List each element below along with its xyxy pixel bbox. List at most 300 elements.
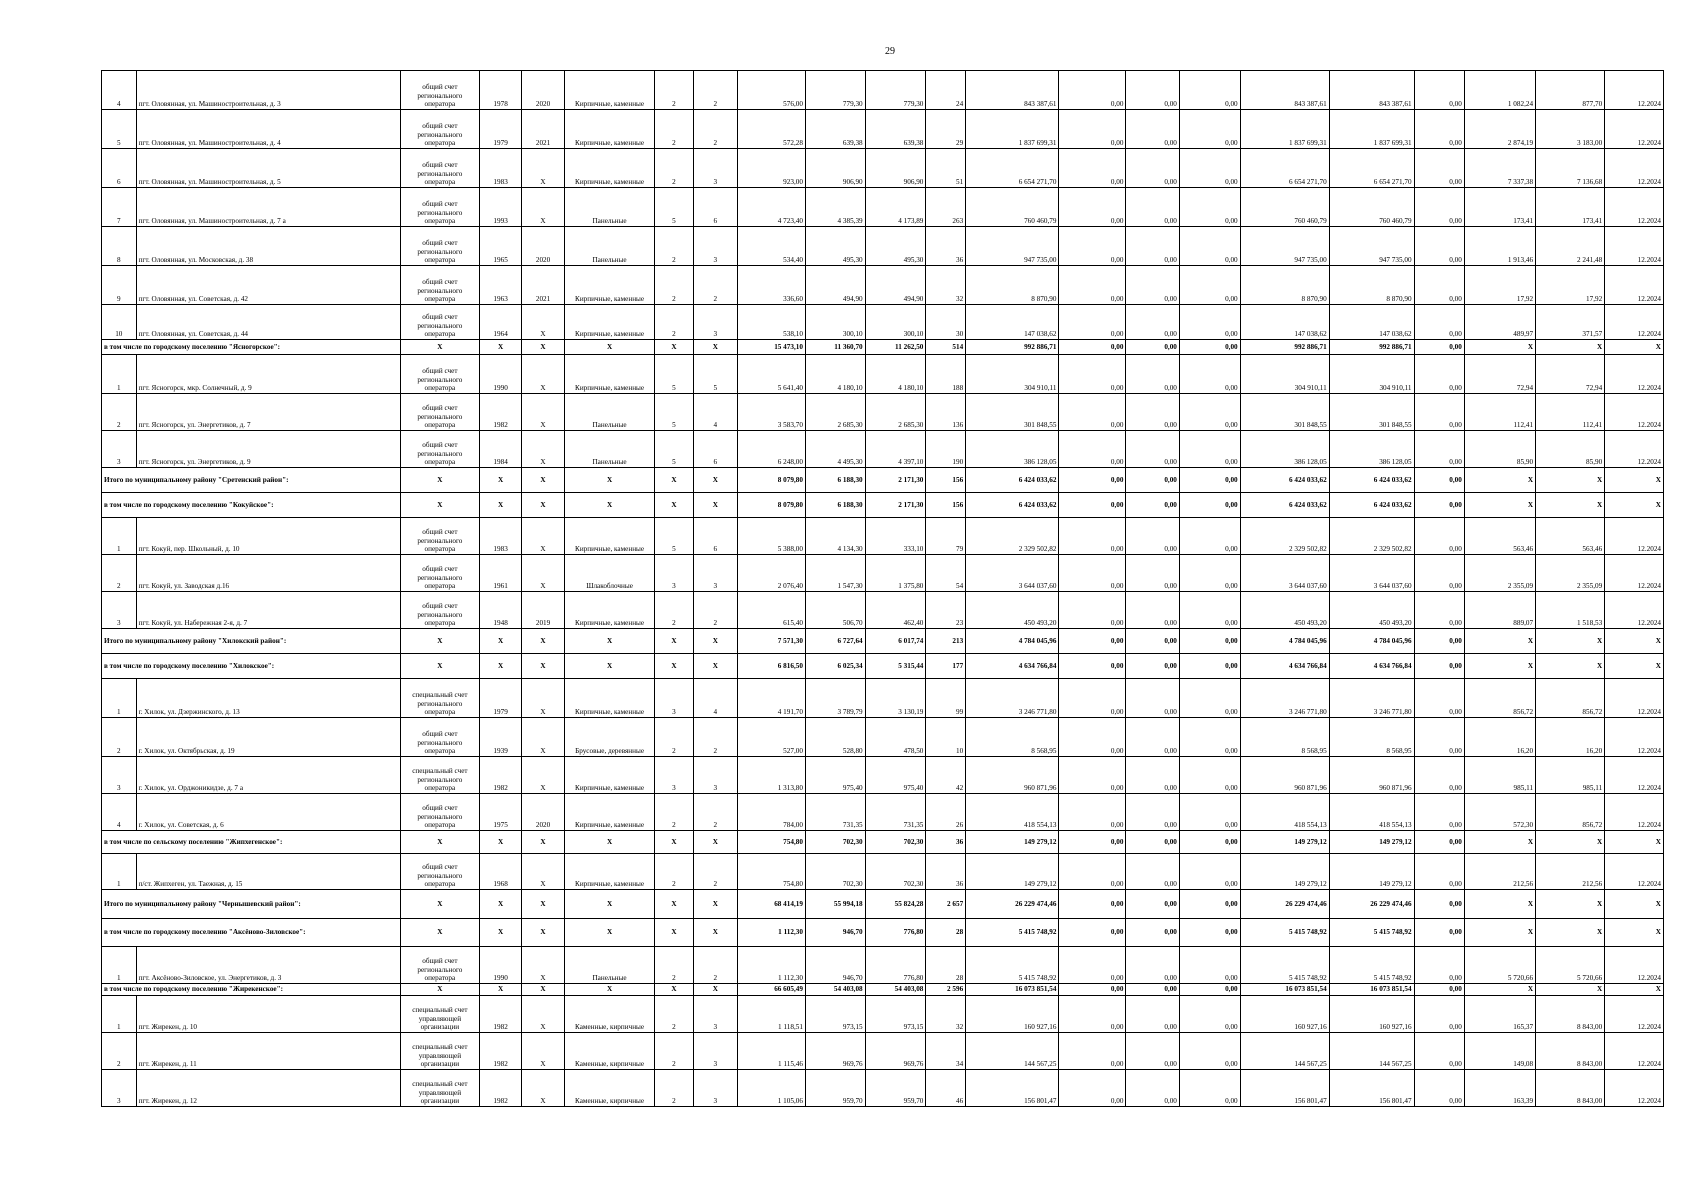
table-cell: 3 <box>102 431 137 468</box>
table-cell: 3 583,70 <box>737 394 805 431</box>
table-cell: 12.2024 <box>1605 854 1664 890</box>
table-cell: 333,10 <box>865 518 926 555</box>
table-cell: специальный счет регионального оператора <box>400 679 480 718</box>
table-cell: 450 493,20 <box>966 592 1059 629</box>
table-cell: 0,00 <box>1126 592 1179 629</box>
table-cell: 26 229 474,46 <box>1240 890 1329 919</box>
table-cell: 144 567,25 <box>1240 1033 1329 1070</box>
table-cell: общий счет регионального оператора <box>400 266 480 305</box>
table-cell: 2 <box>655 305 694 340</box>
table-cell: 12.2024 <box>1605 305 1664 340</box>
table-cell: 462,40 <box>865 592 926 629</box>
table-cell: 0,00 <box>1059 355 1126 394</box>
table-cell: X <box>655 984 694 996</box>
table-cell: 36 <box>926 831 966 854</box>
table-cell: общий счет регионального оператора <box>400 794 480 831</box>
table-cell: Кирпичные, каменные <box>565 110 655 149</box>
address-cell: пгт. Ясногорск, мкр. Солнечный, д. 9 <box>136 355 400 394</box>
table-cell: 30 <box>926 305 966 340</box>
address-cell: г. Хилок, ул. Советская, д. 6 <box>136 794 400 831</box>
table-cell: 2 355,09 <box>1464 555 1535 592</box>
table-cell: X <box>400 468 480 493</box>
table-cell: общий счет регионального оператора <box>400 555 480 592</box>
table-cell: 0,00 <box>1414 718 1464 757</box>
subtotal-row <box>102 831 1664 854</box>
table-cell: 304 910,11 <box>1240 355 1329 394</box>
table-cell: 6 424 033,62 <box>1240 493 1329 518</box>
table-cell: 3 <box>102 757 137 794</box>
table-cell: 969,76 <box>865 1033 926 1070</box>
table-cell: 495,30 <box>865 227 926 266</box>
table-cell: 149 279,12 <box>1329 854 1414 890</box>
table-cell: 1 115,46 <box>737 1033 805 1070</box>
table-cell: 301 848,55 <box>1240 394 1329 431</box>
table-cell: 0,00 <box>1059 493 1126 518</box>
table-cell: 0,00 <box>1179 555 1240 592</box>
table-row <box>102 71 1664 110</box>
table-cell: X <box>522 431 565 468</box>
address-cell: пгт. Ясногорск, ул. Энергетиков, д. 9 <box>136 431 400 468</box>
table-cell: 2 596 <box>926 984 966 996</box>
table-cell: 0,00 <box>1179 629 1240 654</box>
table-cell: 149 279,12 <box>966 831 1059 854</box>
table-cell: 11 262,50 <box>865 340 926 355</box>
table-cell: 3 <box>693 757 737 794</box>
table-cell: 3 <box>102 1070 137 1107</box>
table-cell: 16 073 851,54 <box>1329 984 1414 996</box>
table-cell: 55 824,28 <box>865 890 926 919</box>
table-cell: 2 <box>693 71 737 110</box>
table-cell: 3 <box>693 1033 737 1070</box>
table-cell: 4 <box>102 71 137 110</box>
table-cell: 1939 <box>480 718 522 757</box>
address-cell: пгт. Оловянная, ул. Машиностроительная, д. 3 <box>136 71 400 110</box>
table-cell: 4 385,39 <box>805 188 865 227</box>
table-cell: 149 279,12 <box>1240 831 1329 854</box>
table-cell: 1993 <box>480 188 522 227</box>
table-cell: X <box>400 919 480 947</box>
table-cell: X <box>1464 890 1535 919</box>
table-cell: 6 654 271,70 <box>966 149 1059 188</box>
table-cell: 12.2024 <box>1605 110 1664 149</box>
table-cell: 190 <box>926 431 966 468</box>
table-cell: 8 843,00 <box>1536 1070 1605 1107</box>
table-cell: 301 848,55 <box>1329 394 1414 431</box>
table-cell: X <box>522 340 565 355</box>
subtotal-label: Итого по муниципальному району "Чернышевский район": <box>102 890 401 919</box>
table-cell: 960 871,96 <box>966 757 1059 794</box>
table-cell: 0,00 <box>1179 831 1240 854</box>
table-cell: 0,00 <box>1059 340 1126 355</box>
table-cell: X <box>480 468 522 493</box>
table-cell: 1990 <box>480 947 522 984</box>
table-cell: X <box>480 984 522 996</box>
table-cell: 2 <box>655 996 694 1033</box>
table-cell: X <box>1536 831 1605 854</box>
table-cell: 985,11 <box>1464 757 1535 794</box>
table-cell: 72,94 <box>1536 355 1605 394</box>
table-cell: 12.2024 <box>1605 757 1664 794</box>
table-cell: X <box>1536 493 1605 518</box>
table-cell: X <box>522 919 565 947</box>
table-cell: X <box>522 854 565 890</box>
table-cell: 1 <box>102 679 137 718</box>
table-cell: 54 <box>926 555 966 592</box>
table-cell: 2019 <box>522 592 565 629</box>
address-cell: г. Хилок, ул. Октябрьская, д. 19 <box>136 718 400 757</box>
table-cell: 9 <box>102 266 137 305</box>
table-cell: 28 <box>926 919 966 947</box>
table-cell: 32 <box>926 996 966 1033</box>
table-cell: 776,80 <box>865 919 926 947</box>
table-cell: X <box>1605 890 1664 919</box>
table-cell: X <box>1605 831 1664 854</box>
table-cell: X <box>400 340 480 355</box>
table-cell: 5 <box>102 110 137 149</box>
table-cell: Каменные, кирпичные <box>565 1033 655 1070</box>
table-cell: 4 634 766,84 <box>1329 654 1414 679</box>
table-cell: 975,40 <box>865 757 926 794</box>
table-cell: 8 843,00 <box>1536 1033 1605 1070</box>
table-cell: 1 375,80 <box>865 555 926 592</box>
table-cell: 16,20 <box>1464 718 1535 757</box>
table-cell: 6 424 033,62 <box>966 468 1059 493</box>
table-cell: 0,00 <box>1059 431 1126 468</box>
table-cell: 992 886,71 <box>966 340 1059 355</box>
table-cell: общий счет регионального оператора <box>400 518 480 555</box>
table-cell: 177 <box>926 654 966 679</box>
table-cell: 4 495,30 <box>805 431 865 468</box>
table-cell: 144 567,25 <box>966 1033 1059 1070</box>
table-cell: Кирпичные, каменные <box>565 149 655 188</box>
table-cell: 960 871,96 <box>1329 757 1414 794</box>
table-cell: X <box>693 919 737 947</box>
table-cell: 8 079,80 <box>737 468 805 493</box>
table-cell: 985,11 <box>1536 757 1605 794</box>
table-cell: 17,92 <box>1536 266 1605 305</box>
table-cell: X <box>655 468 694 493</box>
table-cell: 1 <box>102 854 137 890</box>
table-cell: 6 424 033,62 <box>1329 468 1414 493</box>
table-cell: 0,00 <box>1059 555 1126 592</box>
table-cell: 3 <box>102 592 137 629</box>
table-cell: 1964 <box>480 305 522 340</box>
table-row <box>102 110 1664 149</box>
table-cell: 0,00 <box>1179 996 1240 1033</box>
table-cell: 0,00 <box>1059 947 1126 984</box>
table-cell: X <box>480 890 522 919</box>
table-cell: 760 460,79 <box>966 188 1059 227</box>
table-cell: 0,00 <box>1059 1070 1126 1107</box>
table-cell: 3 183,00 <box>1536 110 1605 149</box>
table-cell: 906,90 <box>865 149 926 188</box>
table-cell: X <box>522 1070 565 1107</box>
table-cell: 3 130,19 <box>865 679 926 718</box>
table-cell: Каменные, кирпичные <box>565 1070 655 1107</box>
table-cell: 8 <box>102 227 137 266</box>
table-cell: X <box>1605 654 1664 679</box>
table-cell: 754,80 <box>737 831 805 854</box>
table-cell: 5 <box>655 188 694 227</box>
table-cell: 6 188,30 <box>805 493 865 518</box>
table-cell: Панельные <box>565 227 655 266</box>
table-cell: общий счет регионального оператора <box>400 394 480 431</box>
table-cell: 1982 <box>480 757 522 794</box>
table-cell: X <box>655 831 694 854</box>
table-cell: 0,00 <box>1126 394 1179 431</box>
table-cell: 2 <box>655 592 694 629</box>
table-cell: 2 <box>693 794 737 831</box>
table-cell: 66 605,49 <box>737 984 805 996</box>
table-cell: X <box>693 629 737 654</box>
table-cell: X <box>565 654 655 679</box>
table-cell: X <box>565 468 655 493</box>
table-cell: 0,00 <box>1059 718 1126 757</box>
address-cell: пгт. Кокуй, ул. Заводская д.16 <box>136 555 400 592</box>
table-cell: X <box>480 493 522 518</box>
table-cell: 0,00 <box>1179 1033 1240 1070</box>
table-cell: 6 <box>693 431 737 468</box>
table-cell: 0,00 <box>1126 718 1179 757</box>
table-cell: 1 518,53 <box>1536 592 1605 629</box>
table-cell: 85,90 <box>1536 431 1605 468</box>
subtotal-row <box>102 654 1664 679</box>
table-cell: 4 180,10 <box>865 355 926 394</box>
table-cell: 301 848,55 <box>966 394 1059 431</box>
table-row <box>102 518 1664 555</box>
subtotal-label: в том числе по сельскому поселению "Жипхегенское": <box>102 831 401 854</box>
table-cell: X <box>1605 493 1664 518</box>
table-cell: 6 <box>102 149 137 188</box>
table-cell: 856,72 <box>1464 679 1535 718</box>
table-cell: X <box>655 919 694 947</box>
table-cell: 1 112,30 <box>737 947 805 984</box>
table-cell: 959,70 <box>805 1070 865 1107</box>
table-cell: 371,57 <box>1536 305 1605 340</box>
table-cell: 3 246 771,80 <box>966 679 1059 718</box>
table-cell: 2 <box>693 592 737 629</box>
table-cell: 1968 <box>480 854 522 890</box>
table-cell: 0,00 <box>1414 996 1464 1033</box>
table-cell: 946,70 <box>805 919 865 947</box>
table-cell: общий счет регионального оператора <box>400 305 480 340</box>
table-cell: 2 685,30 <box>805 394 865 431</box>
table-cell: 960 871,96 <box>1240 757 1329 794</box>
table-cell: 0,00 <box>1126 947 1179 984</box>
table-cell: 0,00 <box>1179 468 1240 493</box>
table-cell: 212,56 <box>1536 854 1605 890</box>
table-cell: X <box>655 890 694 919</box>
table-cell: 156 <box>926 468 966 493</box>
subtotal-label: в том числе по городскому поселению "Ясногорское": <box>102 340 401 355</box>
table-cell: 923,00 <box>737 149 805 188</box>
table-cell: 79 <box>926 518 966 555</box>
subtotal-row <box>102 919 1664 947</box>
table-cell: 0,00 <box>1126 188 1179 227</box>
table-cell: общий счет регионального оператора <box>400 355 480 394</box>
table-cell: 6 424 033,62 <box>966 493 1059 518</box>
address-cell: пгт. Жирекен, д. 11 <box>136 1033 400 1070</box>
table-cell: 0,00 <box>1414 592 1464 629</box>
table-cell: X <box>522 679 565 718</box>
table-cell: X <box>1536 468 1605 493</box>
table-cell: 5 415 748,92 <box>1329 919 1414 947</box>
table-cell: 12.2024 <box>1605 592 1664 629</box>
table-cell: 0,00 <box>1126 679 1179 718</box>
table-cell: 5 415 748,92 <box>1329 947 1414 984</box>
table-cell: Кирпичные, каменные <box>565 266 655 305</box>
subtotal-label: в том числе по городскому поселению "Хилокское": <box>102 654 401 679</box>
table-cell: 702,30 <box>865 831 926 854</box>
table-cell: 8 843,00 <box>1536 996 1605 1033</box>
table-cell: X <box>480 340 522 355</box>
table-cell: 418 554,13 <box>966 794 1059 831</box>
table-cell: 12.2024 <box>1605 1033 1664 1070</box>
table-cell: 3 246 771,80 <box>1240 679 1329 718</box>
table-cell: 1 313,80 <box>737 757 805 794</box>
table-cell: X <box>522 355 565 394</box>
table-cell: 0,00 <box>1126 227 1179 266</box>
table-cell: 576,00 <box>737 71 805 110</box>
table-cell: 0,00 <box>1179 149 1240 188</box>
table-cell: X <box>522 654 565 679</box>
table-cell: X <box>655 493 694 518</box>
table-cell: 2 241,48 <box>1536 227 1605 266</box>
table-cell: 386 128,05 <box>966 431 1059 468</box>
table-cell: 85,90 <box>1464 431 1535 468</box>
table-cell: 147 038,62 <box>966 305 1059 340</box>
table-cell: 2 <box>693 110 737 149</box>
table-cell: 8 568,95 <box>966 718 1059 757</box>
table-cell: 11 360,70 <box>805 340 865 355</box>
table-cell: 336,60 <box>737 266 805 305</box>
table-row <box>102 266 1664 305</box>
table-cell: Кирпичные, каменные <box>565 794 655 831</box>
table-cell: 386 128,05 <box>1329 431 1414 468</box>
table-cell: 149,08 <box>1464 1033 1535 1070</box>
table-cell: X <box>1536 890 1605 919</box>
table-cell: 26 <box>926 794 966 831</box>
table-cell: X <box>1536 984 1605 996</box>
table-cell: Брусовые, деревянные <box>565 718 655 757</box>
table-cell: 7 571,30 <box>737 629 805 654</box>
table-cell: 4 173,89 <box>865 188 926 227</box>
table-cell: 1963 <box>480 266 522 305</box>
table-cell: 1 082,24 <box>1464 71 1535 110</box>
table-cell: 12.2024 <box>1605 188 1664 227</box>
table-cell: X <box>1464 468 1535 493</box>
table-cell: 2 <box>655 149 694 188</box>
table-cell: 12.2024 <box>1605 679 1664 718</box>
table-cell: 2 329 502,82 <box>1329 518 1414 555</box>
table-cell: 0,00 <box>1126 919 1179 947</box>
table-cell: 6 727,64 <box>805 629 865 654</box>
table-cell: 494,90 <box>805 266 865 305</box>
table-cell: 1982 <box>480 996 522 1033</box>
table-cell: 0,00 <box>1126 629 1179 654</box>
table-cell: 0,00 <box>1414 854 1464 890</box>
table-cell: 4 180,10 <box>805 355 865 394</box>
table-cell: X <box>522 757 565 794</box>
table-cell: 5 415 748,92 <box>966 919 1059 947</box>
table-cell: 2 <box>102 718 137 757</box>
table-cell: 36 <box>926 854 966 890</box>
table-cell: 1961 <box>480 555 522 592</box>
table-cell: X <box>522 493 565 518</box>
table-cell: 906,90 <box>805 149 865 188</box>
table-cell: 7 337,38 <box>1464 149 1535 188</box>
table-cell: 8 870,90 <box>966 266 1059 305</box>
table-row <box>102 996 1664 1033</box>
table-cell: 6 424 033,62 <box>1329 493 1414 518</box>
table-cell: 0,00 <box>1059 654 1126 679</box>
table-cell: 0,00 <box>1126 555 1179 592</box>
table-cell: Кирпичные, каменные <box>565 592 655 629</box>
table-cell: 0,00 <box>1414 654 1464 679</box>
table-cell: 2 <box>655 854 694 890</box>
table-cell: 3 <box>655 679 694 718</box>
table-cell: 54 403,08 <box>865 984 926 996</box>
table-cell: 5 388,00 <box>737 518 805 555</box>
table-cell: 0,00 <box>1179 984 1240 996</box>
table-cell: Кирпичные, каменные <box>565 757 655 794</box>
table-cell: 3 789,79 <box>805 679 865 718</box>
table-cell: 2 076,40 <box>737 555 805 592</box>
table-cell: 3 <box>693 305 737 340</box>
table-cell: 0,00 <box>1179 518 1240 555</box>
table-cell: 2 355,09 <box>1536 555 1605 592</box>
table-cell: 1978 <box>480 71 522 110</box>
table-cell: 12.2024 <box>1605 996 1664 1033</box>
table-cell: X <box>1536 629 1605 654</box>
table-cell: 0,00 <box>1414 757 1464 794</box>
table-cell: 0,00 <box>1179 340 1240 355</box>
table-cell: 702,30 <box>865 854 926 890</box>
table-cell: 2 <box>102 1033 137 1070</box>
subtotal-row <box>102 629 1664 654</box>
table-cell: 5 720,66 <box>1464 947 1535 984</box>
table-cell: 0,00 <box>1179 71 1240 110</box>
table-cell: 0,00 <box>1126 890 1179 919</box>
table-cell: 754,80 <box>737 854 805 890</box>
table-cell: 0,00 <box>1179 110 1240 149</box>
table-cell: 12.2024 <box>1605 794 1664 831</box>
table-cell: 3 <box>693 227 737 266</box>
table-cell: 2 <box>102 394 137 431</box>
table-cell: 6 816,50 <box>737 654 805 679</box>
table-cell: 2 <box>655 947 694 984</box>
table-cell: 973,15 <box>805 996 865 1033</box>
table-cell: X <box>565 340 655 355</box>
table-cell: X <box>522 149 565 188</box>
table-cell: 0,00 <box>1059 757 1126 794</box>
table-cell: 16 073 851,54 <box>1240 984 1329 996</box>
table-cell: 8 870,90 <box>1329 266 1414 305</box>
table-cell: 0,00 <box>1126 1070 1179 1107</box>
table-cell: 0,00 <box>1059 227 1126 266</box>
table-cell: 3 <box>693 149 737 188</box>
table-cell: 7 136,68 <box>1536 149 1605 188</box>
table-row <box>102 149 1664 188</box>
table-cell: 149 279,12 <box>1240 854 1329 890</box>
table-cell: 0,00 <box>1059 71 1126 110</box>
table-cell: 0,00 <box>1059 679 1126 718</box>
subtotal-row <box>102 340 1664 355</box>
table-cell: 36 <box>926 227 966 266</box>
table-cell: 1979 <box>480 110 522 149</box>
table-cell: 1 105,06 <box>737 1070 805 1107</box>
table-cell: 6 <box>693 518 737 555</box>
